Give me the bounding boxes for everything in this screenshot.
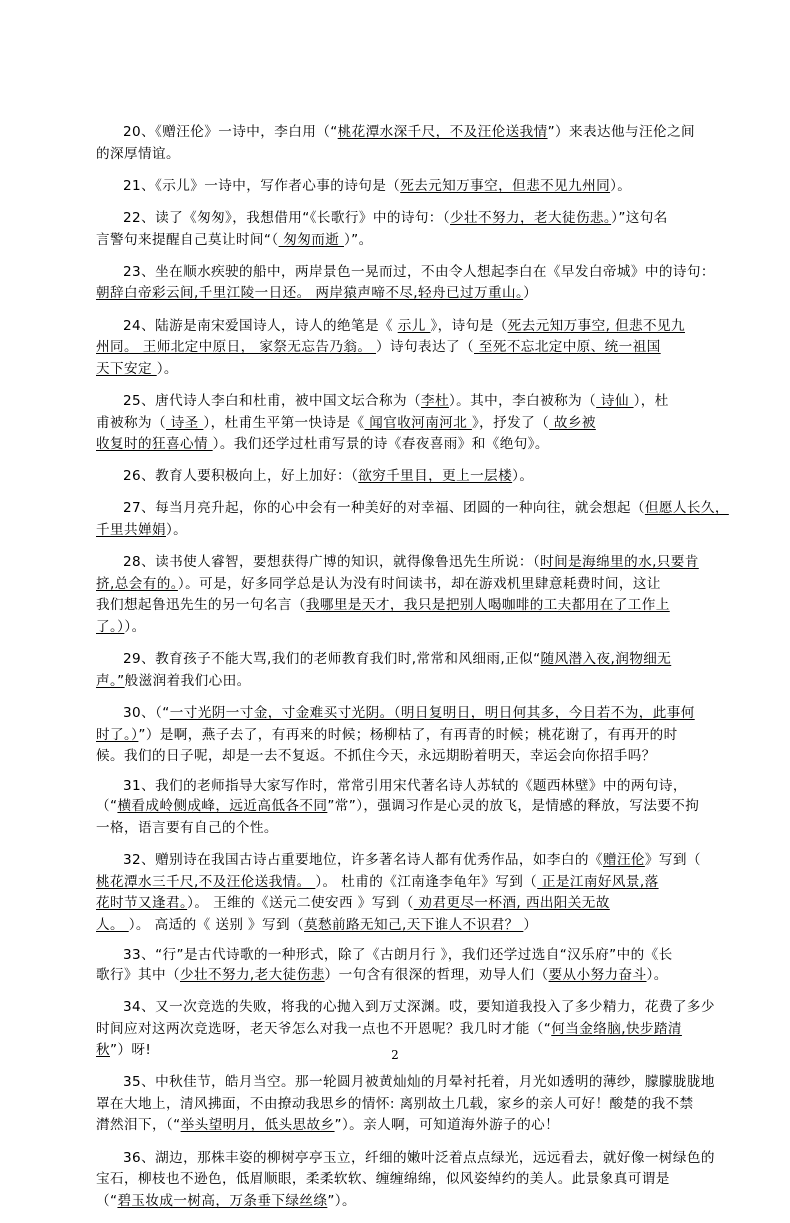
- text-line: [96, 466, 706, 488]
- text-line: [96, 337, 706, 359]
- text-line: [96, 208, 706, 230]
- question-item: [96, 649, 706, 692]
- text-line: [96, 122, 706, 144]
- text-line: [96, 1148, 715, 1170]
- text-line: [96, 872, 706, 894]
- question-text: ）。: [610, 177, 632, 194]
- question-text: 言警句来提醒自己莫让时间“（: [96, 231, 279, 248]
- question-text: 35、中秋佳节，皓月当空。那一轮圆月被黄灿灿的月晕衬托着，月光如透明的薄纱，朦朦胧胧地: [123, 1074, 715, 1091]
- answer-text: 少壮不努力，老大徒伤悲。: [450, 209, 612, 226]
- question-text: ）。: [156, 360, 178, 377]
- answer-text: 欲穷千里目，更上一层楼: [358, 468, 513, 485]
- question-text: 歌行》其中（: [96, 966, 180, 983]
- answer-text: 花时节又逢君。: [96, 895, 188, 912]
- question-item: [96, 947, 706, 986]
- question-text: ”）呀!: [110, 1042, 152, 1059]
- question-text: ）。可是，好多同学总是认为没有时间读书，却在游戏机里肆意耗费时间，这让: [177, 575, 661, 592]
- answer-text: 正是江南好风景,落: [537, 873, 659, 890]
- question-text: 24、陆游是南宋爱国诗人，诗人的绝笔是《: [123, 317, 398, 334]
- text-line: [96, 818, 706, 840]
- text-line: [96, 176, 706, 198]
- question-text: 29、教育孩子不能大骂,我们的老师教育我们时,常常和风细雨,正似“: [123, 651, 541, 668]
- question-text: 31、我们的老师指导大家写作时，常常引用宋代著名诗人苏轼的《题西林壁》中的两句诗，: [123, 778, 687, 795]
- question-text: ）。 王维的《送元二使安西 》写到（: [187, 895, 414, 912]
- question-text: 34、又一次竞选的失败，将我的心抛入到万丈深渊。哎，要知道我投入了多少精力，花费了多少: [123, 998, 715, 1015]
- question-text: 甫被称为（: [96, 414, 166, 431]
- text-line: [96, 965, 706, 987]
- text-line: [96, 1169, 706, 1191]
- question-text: ）”。: [343, 231, 373, 248]
- answer-text: 朝辞白帝彩云间,千里江陵一日还。 两岸猿声啼不尽,轻舟已过万重山。: [96, 285, 524, 302]
- question-text: ”常”），强调习作是心灵的放飞，是情感的释放，写法要不拘: [327, 798, 700, 815]
- text-line: [96, 1019, 706, 1041]
- text-line: [96, 1191, 706, 1213]
- answer-text: 死去元知万事空，但悲不见九州同: [400, 177, 611, 194]
- answer-text: 赠汪伦: [602, 851, 645, 868]
- text-line: [96, 520, 706, 542]
- question-text: 27、每当月亮升起，你的心中会有一种美好的对幸福、团圆的一种向往，就会想起（: [123, 500, 645, 517]
- answer-text: 劝君更尽一杯酒, 西出阳关无故: [413, 895, 610, 912]
- question-text: ）诗句表达了（: [376, 339, 475, 356]
- question-text: 宝石，柳枝也不逊色，低眉顺眼，柔柔软软、缠缠绵绵，似风姿绰约的美人。此景象真可谓是: [96, 1171, 670, 1188]
- page-number: 2: [391, 1048, 399, 1062]
- text-line: [96, 617, 706, 639]
- question-text: 》，诗句是（: [430, 317, 508, 334]
- question-item: [96, 498, 729, 541]
- question-text: 28、读书使人睿智，要想获得广博的知识，就得像鲁迅先生所说：（: [123, 554, 541, 571]
- question-text: 罩在大地上，清风拂面，不由撩动我思乡的情怀: 离别故土几载，家乡的亲人可好！酸楚的我不禁: [96, 1095, 694, 1112]
- answer-text: 一寸光阴一寸金，寸金难买寸光阴。（明日复明日，明日何其多，今日若不为，此事何: [169, 705, 695, 721]
- question-item: [96, 778, 706, 839]
- question-item: [96, 262, 715, 305]
- answer-text: 声。”: [96, 672, 125, 689]
- answer-text: 千里共婵娟: [96, 522, 166, 539]
- answer-text: 闻官收河南河北: [364, 414, 472, 431]
- question-text: ）”这句名: [611, 209, 668, 226]
- answer-text: 示儿: [397, 317, 431, 334]
- answer-text: 桃花潭水三千尺,不及汪伦送我情。: [96, 873, 316, 890]
- text-line: [96, 703, 706, 725]
- question-text: ）。: [646, 966, 668, 983]
- answer-text: 随风潜入夜,润物细无: [540, 651, 672, 668]
- answer-text: 天下安定: [96, 360, 157, 377]
- question-text: ”）是啊，燕子去了，有再来的时候；杨柳枯了，有再青的时候；桃花谢了，有再开的时: [138, 726, 678, 743]
- text-line: [96, 595, 706, 617]
- question-text: 22、读了《匆匆》，我想借用“《长歌行》中的诗句：（: [123, 209, 450, 226]
- question-item: [96, 466, 706, 488]
- question-text: 25、唐代诗人李白和杜甫，被中国文坛合称为（: [123, 392, 421, 409]
- text-line: [96, 574, 706, 596]
- answer-text: 我哪里是天才，我只是把别人喝咖啡的工夫都用在了工作上: [305, 597, 670, 614]
- question-text: ）。: [124, 619, 146, 636]
- text-line: [96, 283, 706, 305]
- answer-text: 秋: [96, 1042, 110, 1059]
- text-line: [96, 997, 715, 1019]
- text-line: [96, 144, 706, 166]
- question-item: [96, 552, 706, 638]
- answer-text: 少壮不努力,老大徒伤悲: [179, 966, 325, 983]
- answer-text: 横看成岭侧成峰，远近高低各不同: [117, 798, 328, 815]
- text-line: [96, 413, 706, 435]
- question-text: 时间应对这两次竞选呀，老天爷怎么对我一点也不开恩呢？我几时才能（“: [96, 1020, 552, 1037]
- question-text: 》写到（: [644, 851, 701, 868]
- question-item: [96, 850, 706, 936]
- answer-text: 诗仙: [596, 392, 634, 409]
- answer-text: 收复时的狂喜心情: [96, 436, 213, 453]
- question-text: ）。 杜甫的《江南逢李龟年》写到（: [315, 873, 538, 890]
- question-text: ）。 高适的《 送别 》写到（: [128, 916, 305, 933]
- text-line: [96, 498, 729, 520]
- text-line: [96, 725, 706, 747]
- answer-text: 人。: [96, 916, 129, 933]
- answer-text: 但愿人长久，: [644, 500, 729, 517]
- question-text: 候。我们的日子呢，却是一去不复返。不抓住今天，永远期盼着明天，幸运会向你招手吗？: [96, 748, 656, 765]
- question-text: 23、坐在顺水疾驶的船中，两岸景色一晃而过，不由令人想起李白在《早发白帝城》中的诗句：: [123, 263, 715, 280]
- answer-text: 了。）: [96, 619, 125, 636]
- question-item: [96, 703, 706, 768]
- question-text: 》，抒发了（: [471, 414, 550, 431]
- answer-text: 至死不忘北定中原、统一祖国: [474, 339, 661, 356]
- question-text: ）: [523, 285, 538, 302]
- question-text: ），杜: [633, 392, 669, 409]
- answer-text: 挤,总会有的。: [96, 575, 178, 592]
- answer-text: 死去元知万事空, 但悲不见九: [507, 317, 685, 334]
- text-line: [96, 649, 706, 671]
- question-text: ”）。亲人啊，可知道海外游子的心！: [334, 1117, 560, 1134]
- question-item: [96, 1148, 715, 1213]
- answer-text: 故乡被: [549, 414, 596, 431]
- text-line: [96, 850, 706, 872]
- question-item: [96, 1072, 715, 1137]
- question-text: 般滋润着我们心田。: [124, 672, 251, 689]
- text-line: [96, 778, 706, 796]
- question-text: ”）。: [327, 1192, 356, 1209]
- question-text: ）。其中，李白被称为（: [448, 392, 597, 409]
- answer-text: 诗圣: [165, 414, 204, 431]
- question-text: ）。: [165, 522, 188, 539]
- text-line: [96, 746, 706, 768]
- text-line: [96, 1094, 706, 1116]
- text-line: [96, 391, 706, 413]
- answer-text: 时了。）: [96, 726, 139, 743]
- text-line: [96, 552, 706, 574]
- question-item: [96, 122, 706, 165]
- text-line: [96, 434, 706, 456]
- question-text: 的深厚情谊。: [96, 145, 180, 162]
- question-text: 33、“行”是古代诗歌的一种形式，除了《古朗月行 》，我们还学过选自“汉乐府”中的《长: [123, 946, 673, 963]
- answer-text: 时间是海绵里的水,只要肯: [540, 554, 699, 571]
- text-line: [96, 893, 706, 915]
- text-line: [96, 947, 706, 965]
- answer-text: 李杜: [420, 392, 449, 409]
- question-text: （“: [96, 1192, 118, 1209]
- question-item: [96, 176, 706, 198]
- answer-text: 匆匆而逝: [278, 231, 344, 248]
- answer-text: 莫愁前路无知己,天下谁人不识君？: [304, 916, 524, 933]
- question-text: 32、赠别诗在我国古诗占重要地位，许多著名诗人都有优秀作品，如李白的《: [123, 851, 603, 868]
- question-text: 一格，语言要有自己的个性。: [96, 819, 278, 836]
- question-text: 30、（“: [123, 705, 170, 721]
- text-line: [96, 796, 706, 818]
- question-text: ）: [523, 916, 538, 933]
- answer-text: 要从小努力奋斗: [548, 966, 647, 983]
- text-line: [96, 316, 706, 338]
- question-text: ）一句含有很深的哲理，劝导人们（: [324, 966, 549, 983]
- question-text: 36、湖边，那株丰姿的柳树亭亭玉立，纤细的嫩叶泛着点点绿光，远远看去，就好像一树绿色的: [123, 1149, 715, 1166]
- question-text: 潸然泪下，（“: [96, 1117, 181, 1134]
- question-text: ）。: [512, 468, 534, 485]
- text-line: [96, 915, 706, 937]
- answer-text: 何当金络脑,快步踏清: [551, 1020, 682, 1037]
- question-text: 21、《示儿》一诗中，写作者心事的诗句是（: [123, 177, 401, 194]
- question-text: （“: [96, 798, 118, 815]
- answer-text: 碧玉妆成一树高，万条垂下绿丝绦: [117, 1192, 328, 1209]
- question-item: [96, 316, 706, 381]
- answer-text: 州同。 王师北定中原日， 家祭无忘告乃翁。: [96, 339, 377, 356]
- question-text: ），杜甫生平第一快诗是《: [203, 414, 365, 431]
- text-line: [96, 230, 706, 252]
- question-text: 我们想起鲁迅先生的另一句名言（: [96, 597, 306, 614]
- text-line: [96, 262, 715, 284]
- question-text: 26、教育人要积极向上，好上加好：（: [123, 468, 359, 485]
- question-text: 20、《赠汪伦》一诗中，李白用（“: [123, 124, 338, 140]
- text-line: [96, 359, 706, 381]
- question-text: ”）来表达他与汪伦之间: [547, 124, 695, 140]
- answer-text: 举头望明月，低头思故乡: [180, 1117, 335, 1134]
- question-item: [96, 391, 706, 456]
- answer-text: 桃花潭水深千尺，不及汪伦送我情: [337, 124, 548, 140]
- question-text: ）。我们还学过杜甫写景的诗《春夜喜雨》和《绝句》。: [212, 436, 549, 453]
- text-line: [96, 1072, 715, 1094]
- question-item: [96, 208, 706, 251]
- text-line: [96, 671, 706, 693]
